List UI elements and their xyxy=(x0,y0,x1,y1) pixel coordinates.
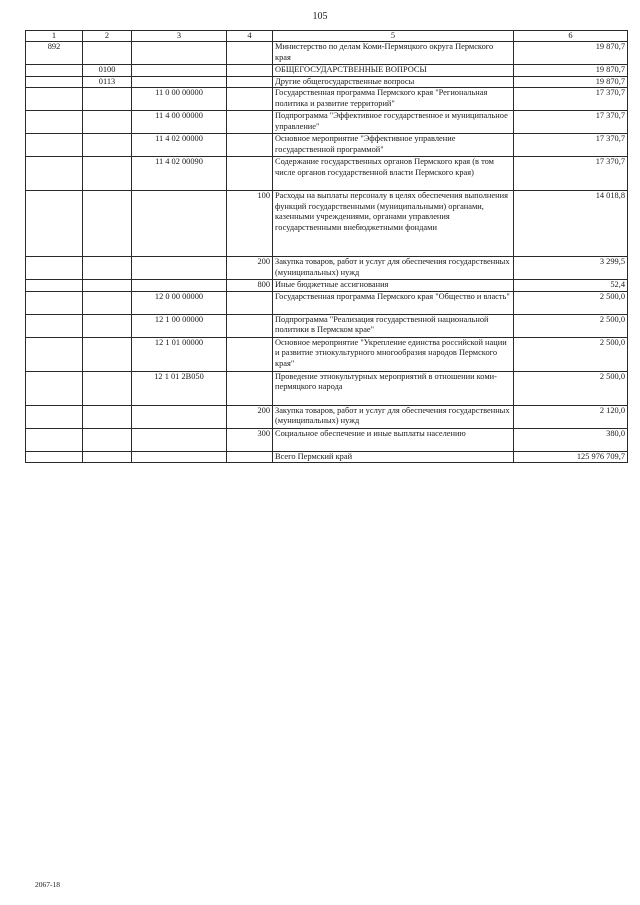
cell-col-4 xyxy=(227,314,273,337)
cell-col-4 xyxy=(227,42,273,65)
cell-col-1 xyxy=(26,111,83,134)
table-row xyxy=(26,280,628,292)
cell-col-5: Подпрограмма "Реализация государственной национальной политики в Пермском крае" xyxy=(273,314,514,337)
cell-col-2 xyxy=(83,337,132,371)
cell-col-1: 892 xyxy=(26,42,83,65)
cell-col-6: 17 370,7 xyxy=(514,157,628,191)
cell-col-3 xyxy=(132,280,227,292)
cell-col-6: 2 500,0 xyxy=(514,371,628,405)
cell-col-3: 12 1 01 00000 xyxy=(132,337,227,371)
cell-col-4 xyxy=(227,291,273,314)
cell-col-4: 800 xyxy=(227,280,273,292)
budget-table xyxy=(25,30,628,463)
cell-col-4 xyxy=(227,111,273,134)
cell-col-3 xyxy=(132,191,227,257)
cell-col-4: 100 xyxy=(227,191,273,257)
table-row xyxy=(26,65,628,77)
cell-col-4: 200 xyxy=(227,257,273,280)
cell-col-5: ОБЩЕГОСУДАРСТВЕННЫЕ ВОПРОСЫ xyxy=(273,65,514,77)
document-code: 2067-18 xyxy=(35,880,60,889)
cell-col-3: 12 0 00 00000 xyxy=(132,291,227,314)
cell-col-5: Государственная программа Пермского края "Региональная политика и развитие территорий" xyxy=(273,88,514,111)
cell-col-1 xyxy=(26,257,83,280)
cell-col-2 xyxy=(83,111,132,134)
cell-col-3: 11 4 02 00000 xyxy=(132,134,227,157)
cell-col-6: 17 370,7 xyxy=(514,134,628,157)
table-row xyxy=(26,134,628,157)
cell-col-6: 19 870,7 xyxy=(514,76,628,88)
cell-col-3 xyxy=(132,257,227,280)
column-header: 3 xyxy=(132,31,227,42)
cell-col-3: 12 1 00 00000 xyxy=(132,314,227,337)
cell-col-3: 12 1 01 2В050 xyxy=(132,371,227,405)
cell-col-6: 2 500,0 xyxy=(514,314,628,337)
cell-col-5: Проведение этнокультурных мероприятий в отношении коми-пермяцкого народа xyxy=(273,371,514,405)
cell-col-1 xyxy=(26,191,83,257)
cell-col-2 xyxy=(83,428,132,451)
cell-col-1 xyxy=(26,371,83,405)
header-row xyxy=(26,31,628,42)
column-header: 2 xyxy=(83,31,132,42)
cell-col-4 xyxy=(227,157,273,191)
table-row xyxy=(26,291,628,314)
table-row xyxy=(26,371,628,405)
cell-col-5: Содержание государственных органов Пермского края (в том числе органов государственной власти Пермского края) xyxy=(273,157,514,191)
cell-col-2 xyxy=(83,280,132,292)
cell-col-4 xyxy=(227,76,273,88)
cell-col-3 xyxy=(132,42,227,65)
cell-col-2: 0100 xyxy=(83,65,132,77)
cell-col-2 xyxy=(83,314,132,337)
cell-col-2 xyxy=(83,88,132,111)
table-row xyxy=(26,111,628,134)
cell-col-2 xyxy=(83,42,132,65)
table-row xyxy=(26,337,628,371)
table-row xyxy=(26,76,628,88)
cell-col-1 xyxy=(26,337,83,371)
cell-col-2 xyxy=(83,371,132,405)
table-row xyxy=(26,191,628,257)
table-row xyxy=(26,405,628,428)
cell-col-2 xyxy=(83,451,132,463)
cell-col-6: 125 976 709,7 xyxy=(514,451,628,463)
cell-col-3 xyxy=(132,405,227,428)
cell-col-3 xyxy=(132,76,227,88)
table-row xyxy=(26,88,628,111)
cell-col-6: 2 500,0 xyxy=(514,337,628,371)
cell-col-5: Иные бюджетные ассигнования xyxy=(273,280,514,292)
cell-col-2: 0113 xyxy=(83,76,132,88)
table-header xyxy=(26,31,628,42)
cell-col-2 xyxy=(83,257,132,280)
cell-col-4 xyxy=(227,65,273,77)
column-header: 1 xyxy=(26,31,83,42)
cell-col-6: 19 870,7 xyxy=(514,42,628,65)
cell-col-6: 2 120,0 xyxy=(514,405,628,428)
table-body xyxy=(26,42,628,463)
cell-col-6: 14 018,8 xyxy=(514,191,628,257)
cell-col-1 xyxy=(26,291,83,314)
cell-col-1 xyxy=(26,280,83,292)
cell-col-4: 300 xyxy=(227,428,273,451)
cell-col-5: Расходы на выплаты персоналу в целях обеспечения выполнения функций государственными (муниципальными) органами, казенными учреждениями, органами управления государственными внебюджетными фондами xyxy=(273,191,514,257)
cell-col-5: Закупка товаров, работ и услуг для обеспечения государственных (муниципальных) нужд xyxy=(273,405,514,428)
cell-col-6: 380,0 xyxy=(514,428,628,451)
cell-col-2 xyxy=(83,191,132,257)
cell-col-5: Основное мероприятие "Эффективное управление государственной программой" xyxy=(273,134,514,157)
column-header: 4 xyxy=(227,31,273,42)
cell-col-1 xyxy=(26,428,83,451)
cell-col-5: Другие общегосударственные вопросы xyxy=(273,76,514,88)
cell-col-5: Государственная программа Пермского края "Общество и власть" xyxy=(273,291,514,314)
cell-col-3 xyxy=(132,451,227,463)
cell-col-3: 11 0 00 00000 xyxy=(132,88,227,111)
cell-col-5: Социальное обеспечение и иные выплаты населению xyxy=(273,428,514,451)
cell-col-3 xyxy=(132,65,227,77)
table-row xyxy=(26,157,628,191)
cell-col-6: 17 370,7 xyxy=(514,88,628,111)
table-row xyxy=(26,314,628,337)
cell-col-1 xyxy=(26,76,83,88)
table-row xyxy=(26,257,628,280)
cell-col-4: 200 xyxy=(227,405,273,428)
page-number: 105 xyxy=(312,11,328,22)
cell-col-4 xyxy=(227,371,273,405)
column-header: 6 xyxy=(514,31,628,42)
cell-col-1 xyxy=(26,88,83,111)
cell-col-5: Всего Пермский край xyxy=(273,451,514,463)
cell-col-3 xyxy=(132,428,227,451)
cell-col-4 xyxy=(227,337,273,371)
cell-col-6: 19 870,7 xyxy=(514,65,628,77)
cell-col-2 xyxy=(83,291,132,314)
cell-col-3: 11 4 02 00090 xyxy=(132,157,227,191)
cell-col-3: 11 4 00 00000 xyxy=(132,111,227,134)
cell-col-6: 17 370,7 xyxy=(514,111,628,134)
table-row xyxy=(26,428,628,451)
cell-col-5: Основное мероприятие "Укрепление единства российской нации и развитие этнокультурного многообразия народов Пермского края" xyxy=(273,337,514,371)
cell-col-5: Подпрограмма "Эффективное государственное и муниципальное управление" xyxy=(273,111,514,134)
cell-col-1 xyxy=(26,65,83,77)
table-row xyxy=(26,451,628,463)
cell-col-4 xyxy=(227,451,273,463)
cell-col-6: 3 299,5 xyxy=(514,257,628,280)
cell-col-2 xyxy=(83,134,132,157)
table-row xyxy=(26,42,628,65)
cell-col-1 xyxy=(26,451,83,463)
cell-col-4 xyxy=(227,134,273,157)
cell-col-6: 52,4 xyxy=(514,280,628,292)
cell-col-5: Закупка товаров, работ и услуг для обеспечения государственных (муниципальных) нужд xyxy=(273,257,514,280)
cell-col-1 xyxy=(26,134,83,157)
cell-col-2 xyxy=(83,405,132,428)
cell-col-5: Министерство по делам Коми-Пермяцкого округа Пермского края xyxy=(273,42,514,65)
cell-col-1 xyxy=(26,405,83,428)
column-header: 5 xyxy=(273,31,514,42)
cell-col-4 xyxy=(227,88,273,111)
cell-col-1 xyxy=(26,314,83,337)
cell-col-1 xyxy=(26,157,83,191)
cell-col-6: 2 500,0 xyxy=(514,291,628,314)
cell-col-2 xyxy=(83,157,132,191)
